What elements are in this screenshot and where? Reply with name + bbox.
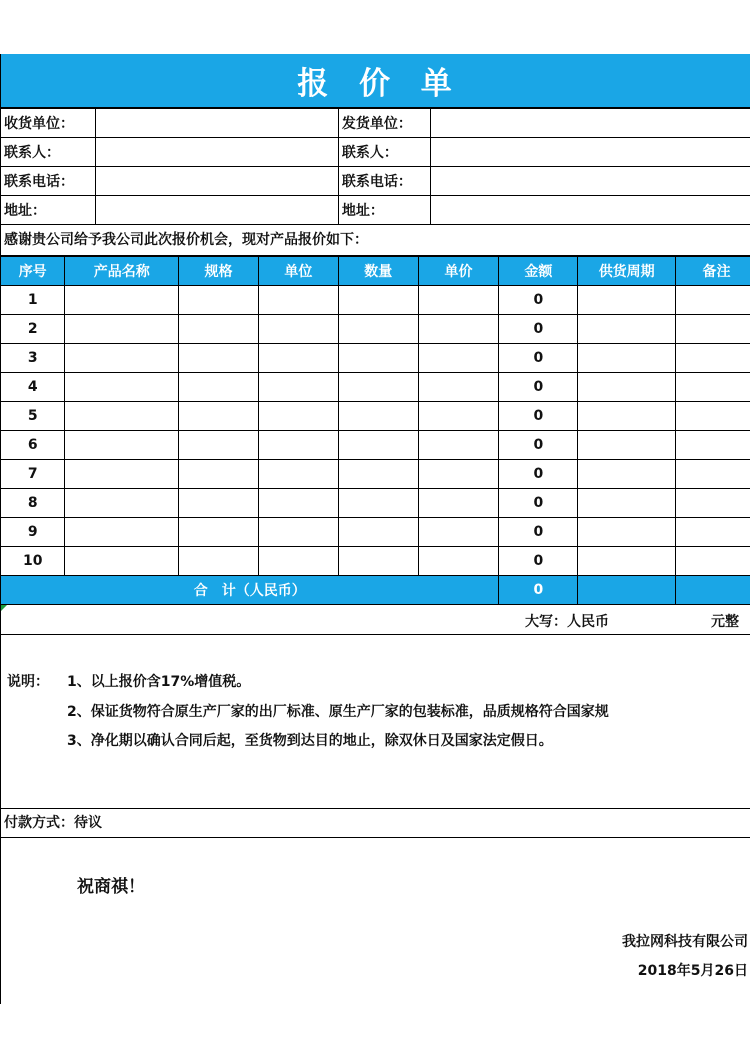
page-title: 报 价 单 — [1, 54, 750, 108]
unit-cell[interactable] — [258, 402, 338, 431]
company-name: 我拉网科技有限公司 — [622, 934, 748, 950]
note-item: 1、以上报价含17%增值税。 — [67, 674, 251, 690]
quantity-cell[interactable] — [338, 373, 418, 402]
cell-comment-marker — [1, 605, 7, 611]
amount-in-words-unit: 元整 — [711, 614, 739, 630]
receiver-label: 收货单位： — [1, 109, 96, 138]
product-name-cell[interactable] — [65, 286, 179, 315]
column-header-quantity: 数量 — [338, 257, 418, 286]
unit-price-cell[interactable] — [418, 431, 499, 460]
row-index: 2 — [1, 315, 65, 344]
unit-price-cell[interactable] — [418, 518, 499, 547]
phone-field[interactable] — [430, 167, 750, 196]
product-name-cell[interactable] — [65, 315, 179, 344]
remark-cell[interactable] — [676, 344, 750, 373]
unit-cell[interactable] — [258, 547, 338, 576]
remark-cell[interactable] — [676, 431, 750, 460]
remark-cell[interactable] — [676, 518, 750, 547]
payment-terms: 付款方式：待议 — [1, 809, 750, 838]
remark-cell[interactable] — [676, 402, 750, 431]
unit-price-cell[interactable] — [418, 344, 499, 373]
amount-cell: 0 — [499, 518, 578, 547]
amount-cell: 0 — [499, 286, 578, 315]
spec-cell[interactable] — [179, 402, 259, 431]
spec-cell[interactable] — [179, 344, 259, 373]
supply-period-cell[interactable] — [578, 344, 676, 373]
contact-field[interactable] — [430, 138, 750, 167]
table-row — [1, 344, 750, 373]
product-name-cell[interactable] — [65, 460, 179, 489]
table-row — [1, 460, 750, 489]
spec-cell[interactable] — [179, 373, 259, 402]
supply-period-cell[interactable] — [578, 518, 676, 547]
unit-price-cell[interactable] — [418, 460, 499, 489]
quantity-cell[interactable] — [338, 489, 418, 518]
amount-in-words-row — [1, 605, 750, 635]
spec-cell[interactable] — [179, 286, 259, 315]
column-header-spec: 规格 — [179, 257, 259, 286]
note-item: 3、净化期以确认合同后起，至货物到达目的地止，除双休日及国家法定假日。 — [67, 733, 553, 749]
product-name-cell[interactable] — [65, 373, 179, 402]
quantity-cell[interactable] — [338, 402, 418, 431]
total-amount: 0 — [499, 576, 578, 605]
table-row — [1, 489, 750, 518]
supply-period-cell[interactable] — [578, 286, 676, 315]
intro-text: 感谢贵公司给予我公司此次报价机会，现对产品报价如下： — [1, 225, 750, 256]
unit-cell[interactable] — [258, 344, 338, 373]
total-label: 合 计（人民币） — [1, 576, 499, 605]
amount-cell: 0 — [499, 402, 578, 431]
remark-cell[interactable] — [676, 373, 750, 402]
unit-cell[interactable] — [258, 489, 338, 518]
supply-period-cell[interactable] — [578, 547, 676, 576]
info-row — [1, 196, 750, 225]
unit-cell[interactable] — [258, 518, 338, 547]
unit-price-cell[interactable] — [418, 373, 499, 402]
column-header-amount: 金额 — [499, 257, 578, 286]
contact-label: 联系人： — [1, 138, 96, 167]
supply-period-cell[interactable] — [578, 373, 676, 402]
supply-period-cell[interactable] — [578, 402, 676, 431]
remark-cell[interactable] — [676, 286, 750, 315]
quote-items-table — [1, 256, 750, 605]
address-label: 地址： — [338, 196, 430, 225]
product-name-cell[interactable] — [65, 402, 179, 431]
quotation-sheet — [0, 54, 750, 1004]
phone-label: 联系电话： — [338, 167, 430, 196]
remark-cell[interactable] — [676, 547, 750, 576]
notes-title: 说明： — [7, 674, 49, 690]
spec-cell[interactable] — [179, 460, 259, 489]
quantity-cell[interactable] — [338, 431, 418, 460]
quantity-cell[interactable] — [338, 460, 418, 489]
quantity-cell[interactable] — [338, 518, 418, 547]
product-name-cell[interactable] — [65, 431, 179, 460]
quantity-cell[interactable] — [338, 286, 418, 315]
product-name-cell[interactable] — [65, 518, 179, 547]
product-name-cell[interactable] — [65, 547, 179, 576]
signature-footer — [1, 838, 750, 998]
sender-label: 发货单位： — [338, 109, 430, 138]
unit-price-cell[interactable] — [418, 315, 499, 344]
notes-section — [1, 635, 750, 809]
address-field[interactable] — [96, 196, 338, 225]
row-index: 1 — [1, 286, 65, 315]
contact-label: 联系人： — [338, 138, 430, 167]
row-index: 3 — [1, 344, 65, 373]
row-index: 8 — [1, 489, 65, 518]
remark-cell[interactable] — [676, 489, 750, 518]
row-index: 7 — [1, 460, 65, 489]
table-row — [1, 373, 750, 402]
unit-cell[interactable] — [258, 286, 338, 315]
note-item: 2、保证货物符合原生产厂家的出厂标准、原生产厂家的包装标准，品质规格符合国家规 — [67, 704, 609, 720]
amount-cell: 0 — [499, 373, 578, 402]
table-row — [1, 402, 750, 431]
amount-cell: 0 — [499, 489, 578, 518]
amount-cell: 0 — [499, 460, 578, 489]
amount-cell: 0 — [499, 547, 578, 576]
column-header-price: 单价 — [418, 257, 499, 286]
quantity-cell[interactable] — [338, 547, 418, 576]
column-header-product: 产品名称 — [65, 257, 179, 286]
unit-cell[interactable] — [258, 431, 338, 460]
column-header-index: 序号 — [1, 257, 65, 286]
unit-price-cell[interactable] — [418, 402, 499, 431]
amount-cell: 0 — [499, 431, 578, 460]
quote-date: 2018年5月26日 — [637, 963, 748, 979]
info-row — [1, 109, 750, 138]
info-table — [1, 108, 750, 225]
table-row — [1, 315, 750, 344]
unit-cell[interactable] — [258, 460, 338, 489]
total-period-cell[interactable] — [578, 576, 676, 605]
contact-field[interactable] — [96, 138, 338, 167]
amount-in-words-label: 大写：人民币 — [525, 614, 609, 630]
quantity-cell[interactable] — [338, 315, 418, 344]
unit-price-cell[interactable] — [418, 286, 499, 315]
supply-period-cell[interactable] — [578, 431, 676, 460]
column-header-remark: 备注 — [676, 257, 750, 286]
phone-label: 联系电话： — [1, 167, 96, 196]
total-row — [1, 576, 750, 605]
product-name-cell[interactable] — [65, 489, 179, 518]
spec-cell[interactable] — [179, 547, 259, 576]
remark-cell[interactable] — [676, 460, 750, 489]
column-header-unit: 单位 — [258, 257, 338, 286]
info-row — [1, 167, 750, 196]
spec-cell[interactable] — [179, 489, 259, 518]
phone-field[interactable] — [96, 167, 338, 196]
sender-field[interactable] — [430, 109, 750, 138]
info-row — [1, 138, 750, 167]
table-header-row — [1, 257, 750, 286]
row-index: 10 — [1, 547, 65, 576]
unit-price-cell[interactable] — [418, 489, 499, 518]
amount-cell: 0 — [499, 344, 578, 373]
table-row — [1, 286, 750, 315]
amount-cell: 0 — [499, 315, 578, 344]
spec-cell[interactable] — [179, 315, 259, 344]
spec-cell[interactable] — [179, 518, 259, 547]
row-index: 4 — [1, 373, 65, 402]
supply-period-cell[interactable] — [578, 315, 676, 344]
spec-cell[interactable] — [179, 431, 259, 460]
supply-period-cell[interactable] — [578, 489, 676, 518]
address-field[interactable] — [430, 196, 750, 225]
receiver-field[interactable] — [96, 109, 338, 138]
quantity-cell[interactable] — [338, 344, 418, 373]
total-remark-cell[interactable] — [676, 576, 750, 605]
column-header-period: 供货周期 — [578, 257, 676, 286]
table-row — [1, 547, 750, 576]
unit-cell[interactable] — [258, 315, 338, 344]
supply-period-cell[interactable] — [578, 460, 676, 489]
row-index: 9 — [1, 518, 65, 547]
address-label: 地址： — [1, 196, 96, 225]
product-name-cell[interactable] — [65, 344, 179, 373]
table-row — [1, 431, 750, 460]
unit-cell[interactable] — [258, 373, 338, 402]
row-index: 5 — [1, 402, 65, 431]
row-index: 6 — [1, 431, 65, 460]
table-row — [1, 518, 750, 547]
unit-price-cell[interactable] — [418, 547, 499, 576]
remark-cell[interactable] — [676, 315, 750, 344]
closing-greeting: 祝商祺！ — [77, 877, 145, 897]
